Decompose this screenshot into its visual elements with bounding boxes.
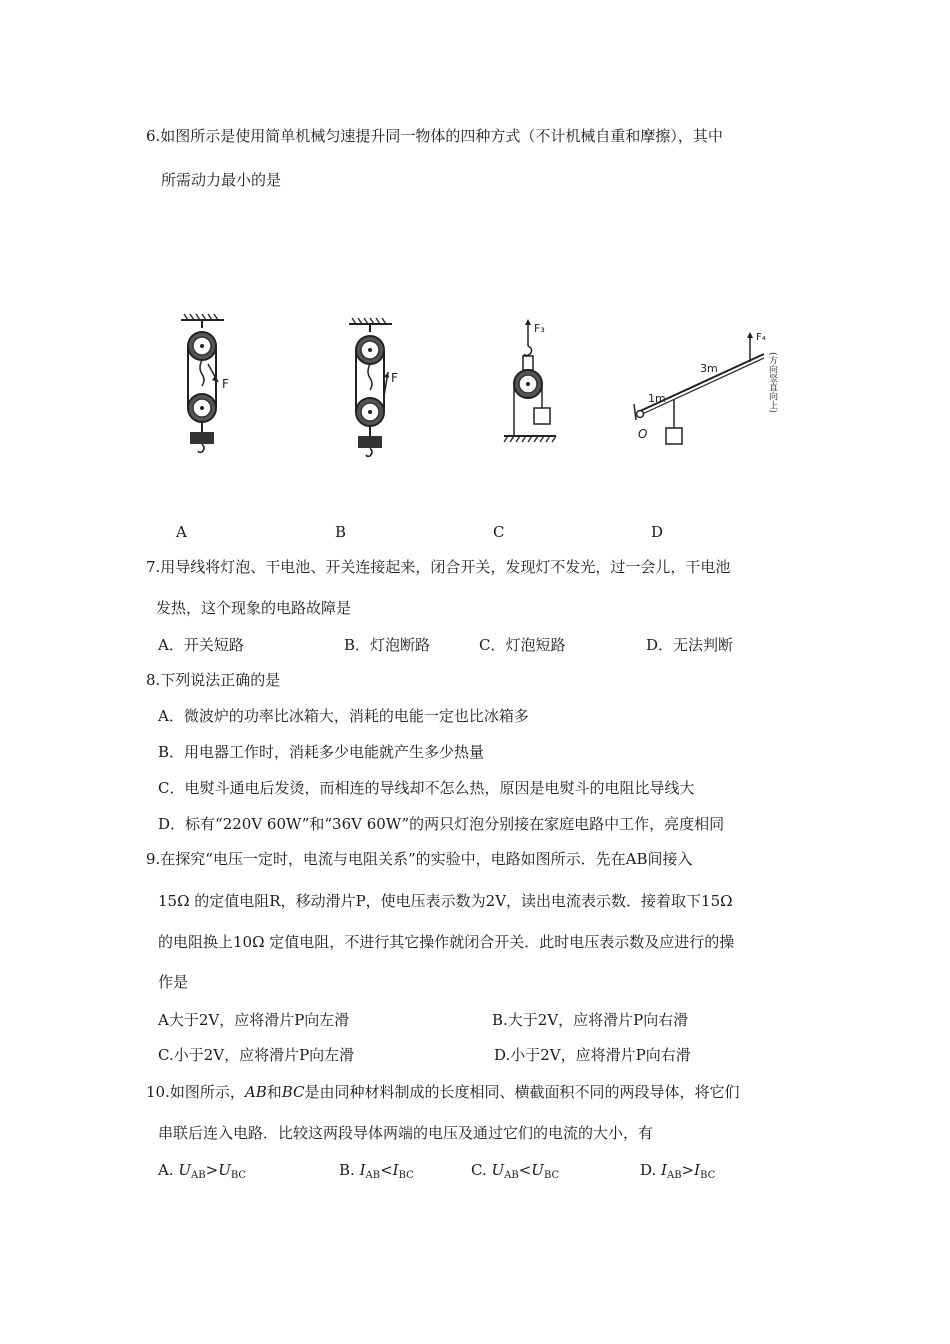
figure-label-d: D [651, 523, 664, 541]
figure-d-long-arm: 3m [700, 362, 718, 375]
q7-option-b: B．灯泡断路 [344, 636, 431, 654]
q8-option-c: C．电熨斗通电后发烫，而相连的导线却不怎么热，原因是电熨斗的电阻比导线大 [158, 779, 695, 797]
figure-d-lever [628, 328, 793, 458]
q7-stem-line1: 7.用导线将灯泡、干电池、开关连接起来，闭合开关，发现灯不发光，过一会儿，干电池 [146, 558, 731, 576]
q7-stem-line2: 发热，这个现象的电路故障是 [156, 599, 352, 617]
q10-option-b: B. $I_{AB}<I_{BC}$ [339, 1161, 414, 1181]
q9-option-c: C.小于2V，应将滑片P向左滑 [158, 1046, 355, 1064]
figure-label-a: A [176, 523, 187, 541]
q9-stem-line1: 9.在探究“电压一定时，电流与电阻关系”的实验中，电路如图所示．先在AB间接入 [146, 850, 693, 868]
q8-stem: 8.下列说法正确的是 [146, 671, 281, 689]
figure-label-c: C [493, 523, 505, 541]
figure-b-force-label: F [391, 371, 398, 385]
figure-a-pulley-block [176, 312, 246, 457]
figure-c-force-label: F₃ [534, 322, 545, 335]
q9-option-a: A大于2V，应将滑片P向左滑 [158, 1011, 350, 1029]
figure-c-pulley-stand [500, 318, 570, 463]
figure-d-short-arm: 1m [648, 392, 666, 405]
figure-d-direction-note: (方向竖直向上) [767, 352, 777, 414]
figure-d-pivot-label: O [638, 427, 648, 441]
q10-stem-line1: 10.如图所示，AB和BC是由同种材料制成的长度相同、横截面积不同的两段导体，将它们 [146, 1083, 740, 1101]
q6-stem-line2: 所需动力最小的是 [161, 171, 282, 189]
q9-stem-line2: 15Ω 的定值电阻R，移动滑片P，使电压表示数为2V，读出电流表示数．接着取下15Ω [158, 892, 733, 910]
q7-option-c: C．灯泡短路 [479, 636, 566, 654]
q7-option-d: D．无法判断 [646, 636, 734, 654]
q10-option-a: A. $U_{AB}>U_{BC}$ [158, 1161, 247, 1181]
figure-a-force-label: F [222, 377, 229, 391]
q8-option-a: A．微波炉的功率比冰箱大，消耗的电能一定也比冰箱多 [158, 707, 529, 725]
q9-option-b: B.大于2V，应将滑片P向右滑 [492, 1011, 689, 1029]
figure-label-b: B [335, 523, 347, 541]
q8-option-b: B．用电器工作时，消耗多少电能就产生多少热量 [158, 743, 485, 761]
q10-option-c: C. $U_{AB}<U_{BC}$ [471, 1161, 560, 1181]
figure-b-pulley-block [344, 316, 414, 461]
figure-d-force-label: F₄ [756, 332, 766, 343]
q6-stem-line1: 6.如图所示是使用简单机械匀速提升同一物体的四种方式（不计机械自重和摩擦），其中 [146, 127, 723, 145]
q8-option-d: D．标有“220V 60W”和“36V 60W”的两只灯泡分别接在家庭电路中工作，亮度相同 [158, 815, 725, 833]
q9-stem-line4: 作是 [158, 973, 189, 991]
q9-stem-line3: 的电阻换上10Ω 定值电阻，不进行其它操作就闭合开关．此时电压表示数及应进行的操 [158, 933, 735, 951]
q7-option-a: A．开关短路 [158, 636, 244, 654]
q10-option-d: D. $I_{AB}>I_{BC}$ [640, 1161, 716, 1181]
q9-option-d: D.小于2V，应将滑片P向右滑 [494, 1046, 691, 1064]
q10-stem-line2: 串联后连入电路．比较这两段导体两端的电压及通过它们的电流的大小，有 [158, 1124, 654, 1142]
